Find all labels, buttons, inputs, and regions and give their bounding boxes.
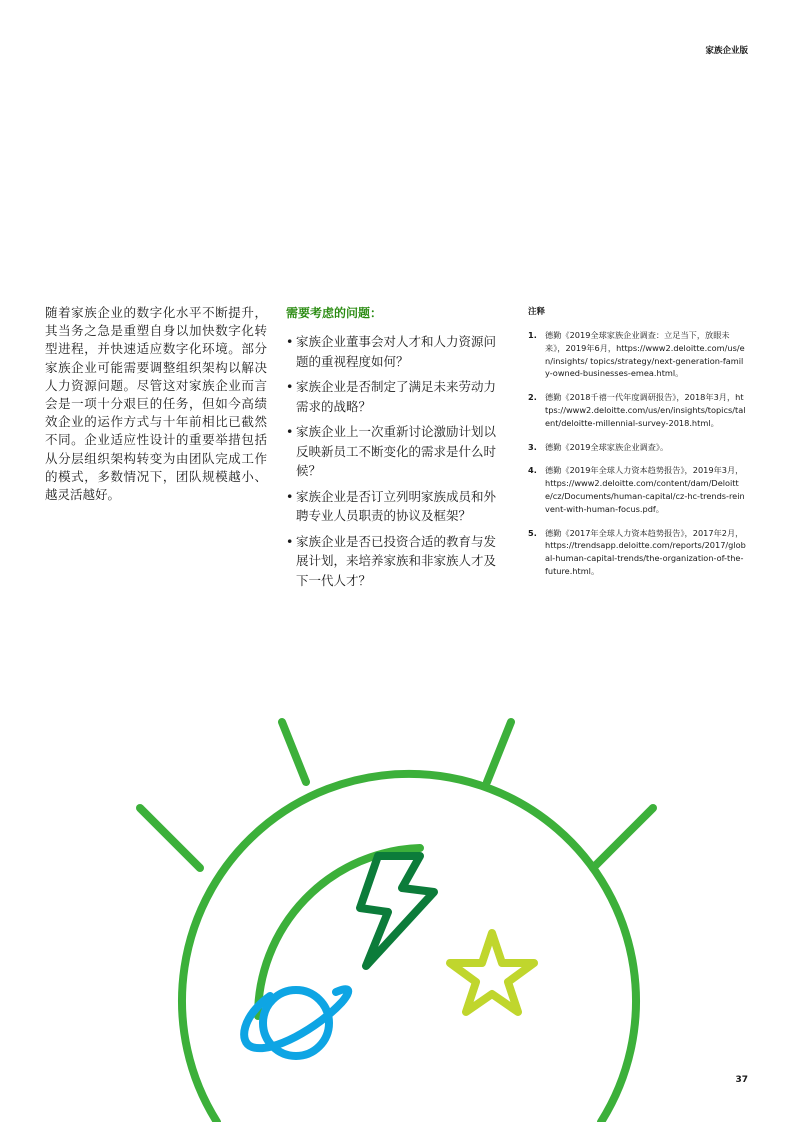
note-number: 4. (528, 465, 537, 476)
list-item (286, 422, 508, 481)
note-text: 德勤《2019年全球人力资本趋势报告》，2019年3月，https://www2.deloitte.com/content/dam/Deloitte/cz/Documents/human-capital/cz-hc-trends-reinvent-with-human-focus.pdf。 (545, 465, 745, 514)
bulb-outer-arc (182, 774, 636, 1122)
list-item (286, 377, 508, 416)
questions-heading: 需要考虑的问题： (286, 306, 383, 320)
bulb-outline (182, 774, 636, 1122)
ray-right-near (487, 722, 511, 782)
question-text: 家族企业是否制定了满足未来劳动力需求的战略？ (296, 379, 497, 414)
questions-list (286, 332, 508, 590)
questions-section (286, 304, 508, 596)
note-text: 德勤《2019全球家族企业调查：立足当下，放眼未来》，2019年6月，https://www2.deloitte.com/us/en/insights/ topics/strategy/next-generation-family-owned-businesses-emea.html。 (545, 330, 745, 379)
lightbulb-illustration (0, 690, 793, 1122)
note-text: 德勤《2017年全球人力资本趋势报告》，2017年2月，https://trendsapp.deloitte.com/reports/2017/global-human-capital-trends/the-organization-of-the-future.html。 (545, 527, 746, 576)
bullet: • (286, 424, 294, 439)
notes-list (528, 329, 746, 578)
list-item (528, 527, 746, 578)
notes-section (528, 305, 746, 589)
lightning-bolt-icon (360, 856, 434, 966)
ray-left-near (282, 722, 306, 782)
note-number: 3. (528, 441, 537, 452)
question-text: 家族企业是否订立列明家族成员和外聘专业人员职责的协议及框架？ (296, 488, 497, 523)
bullet: • (286, 533, 294, 549)
question-text: 家族企业董事会对人才和人力资源问题的重视程度如何？ (296, 334, 497, 369)
planet-icon (244, 989, 348, 1056)
question-text: 家族企业是否已投资合适的教育与发展计划，来培养家族和非家族人才及下一代人才？ (296, 533, 497, 588)
notes-title: 注释 (528, 307, 546, 317)
list-item (286, 532, 508, 591)
bullet: • (286, 334, 294, 349)
list-item (286, 332, 508, 371)
question-text: 家族企业上一次重新讨论激励计划以反映新员工不断变化的需求是什么时候？ (296, 424, 497, 478)
list-item (528, 441, 746, 454)
ray-left-far (140, 808, 200, 868)
page-number: 37 (735, 1075, 748, 1085)
bullet: • (286, 488, 294, 504)
bullet: • (286, 379, 294, 394)
note-number: 2. (528, 392, 537, 403)
list-item (528, 329, 746, 380)
list-item (286, 487, 508, 526)
note-number: 1. (528, 330, 537, 340)
note-text: 德勤《2018千禧一代年度调研报告》，2018年3月，https://www2.deloitte.com/us/en/insights/topics/talent/deloitte-millennial-survey-2018.html。 (545, 392, 746, 428)
list-item (528, 391, 746, 429)
section-label: 家族企业版 (705, 46, 748, 56)
note-text: 德勤《2019全球家族企业调查》。 (545, 441, 669, 452)
ray-right-far (593, 808, 653, 868)
list-item (528, 464, 746, 515)
note-number: 5. (528, 527, 537, 538)
star-icon (450, 933, 534, 1012)
intro-paragraph: 随着家族企业的数字化水平不断提升，其当务之急是重塑自身以加快数字化转型进程，并快速适应数字化环境。部分家族企业可能需要调整组织架构以解决人力资源问题。尽管这对家族企业而言会是一项十分艰巨的任务，但如今高绩效企业的运作方式与十年前相比已截然不同。企业适应性设计的重要举措包括从分层组织架构转变为由团队完成工作的模式，多数情况下，团队规模越小、越灵活越好。 (45, 305, 267, 503)
